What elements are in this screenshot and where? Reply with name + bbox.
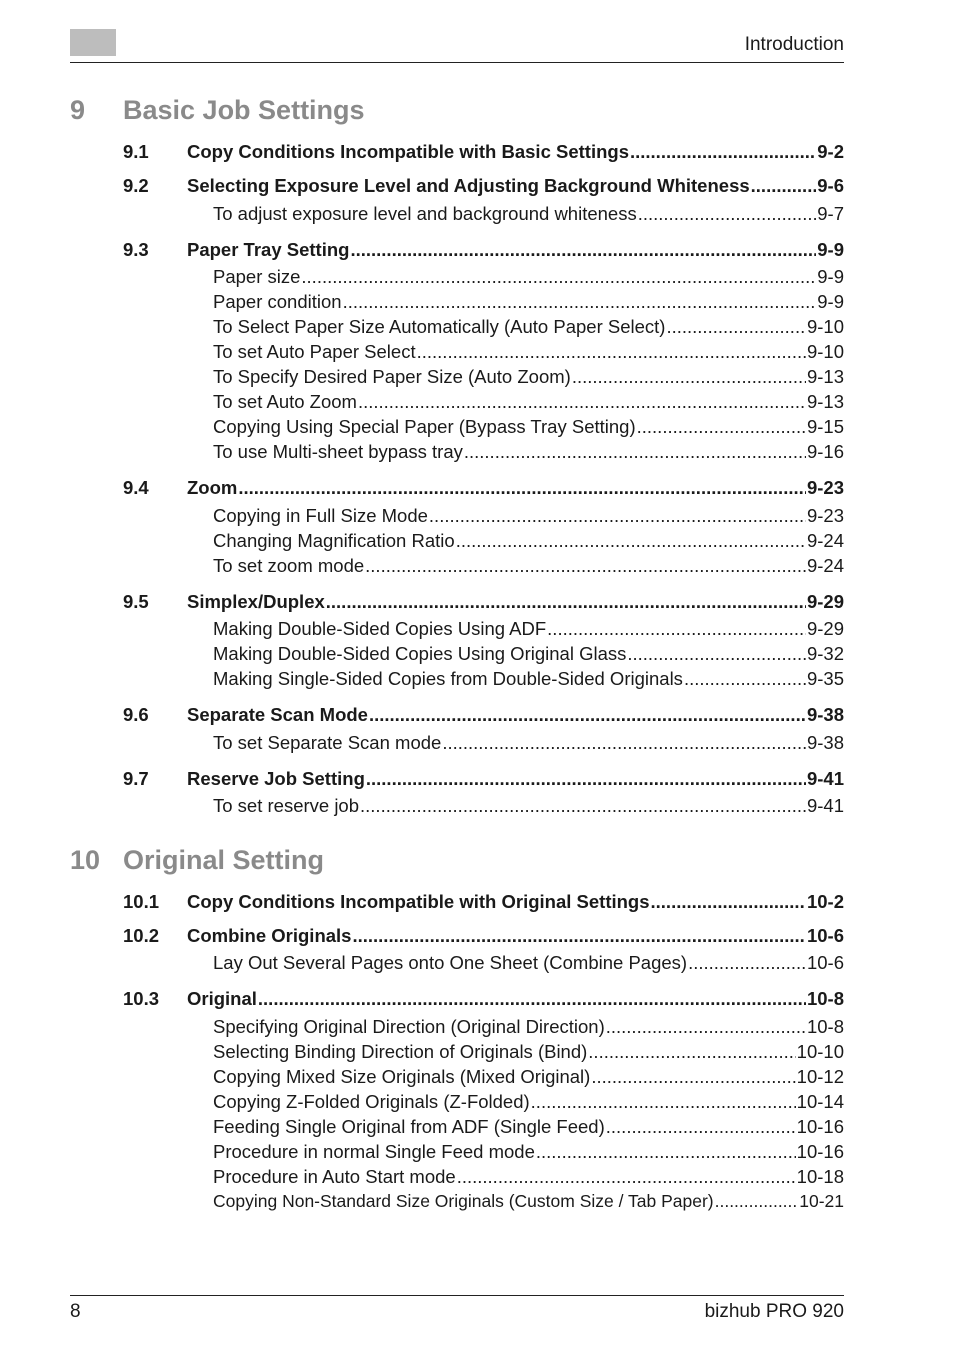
item-title: To use Multi-sheet bypass tray (213, 441, 463, 462)
page-ref: 9-35 (806, 668, 844, 689)
toc-item-entry[interactable] (213, 391, 844, 415)
page-ref: 9-7 (817, 203, 844, 224)
page-ref: 9-24 (806, 555, 844, 576)
section-title: Paper Tray Setting (187, 239, 350, 260)
item-title: Specifying Original Direction (Original Direction) (213, 1016, 605, 1037)
page-ref: 10-18 (796, 1166, 844, 1187)
dot-leader (417, 341, 806, 363)
dot-leader (442, 732, 806, 754)
page-ref: 9-6 (817, 175, 844, 196)
dot-leader (350, 239, 816, 261)
page-ref: 10-6 (806, 952, 844, 973)
item-title: Making Single-Sided Copies from Double-Sided Originals (213, 668, 683, 689)
section-title: Copy Conditions Incompatible with Original Settings (187, 891, 650, 912)
page-ref: 10-8 (806, 988, 844, 1009)
chapter-title: Original Setting (123, 845, 325, 875)
toc-item-entry[interactable] (213, 555, 844, 579)
dot-leader (464, 441, 806, 463)
toc-section-entry[interactable] (187, 925, 844, 949)
footer-rule (70, 1295, 844, 1296)
dot-leader (751, 175, 817, 197)
toc-item-entry[interactable] (213, 366, 844, 390)
footer-page-number: 8 (70, 1301, 81, 1322)
page-ref: 10-2 (806, 891, 844, 912)
dot-leader (326, 591, 806, 613)
item-title: Paper size (213, 266, 301, 287)
dot-leader (365, 555, 806, 577)
toc-item-entry[interactable] (213, 505, 844, 529)
dot-leader (536, 1141, 796, 1163)
item-title: Making Double-Sided Copies Using Original Glass (213, 643, 627, 664)
dot-leader (715, 1191, 799, 1212)
section-number: 10.2 (123, 925, 160, 946)
toc-section-entry[interactable] (187, 175, 844, 199)
page-ref: 9-38 (806, 704, 844, 725)
item-title: To set Auto Paper Select (213, 341, 416, 362)
toc-item-entry[interactable] (213, 266, 844, 290)
page-ref: 9-9 (817, 266, 844, 287)
dot-leader (369, 704, 806, 726)
page-ref: 9-9 (817, 291, 844, 312)
page-ref: 9-10 (806, 341, 844, 362)
page-ref: 9-15 (806, 416, 844, 437)
section-title: Combine Originals (187, 925, 352, 946)
section-title: Zoom (187, 477, 238, 498)
page-ref: 9-29 (806, 591, 844, 612)
toc-item-entry[interactable] (213, 1066, 844, 1090)
dot-leader (591, 1066, 795, 1088)
dot-leader (606, 1116, 796, 1138)
dot-leader (547, 618, 806, 640)
dot-leader (666, 316, 806, 338)
page-ref: 9-38 (806, 732, 844, 753)
dot-leader (352, 925, 806, 947)
section-title: Selecting Exposure Level and Adjusting Background Whiteness (187, 175, 750, 196)
dot-leader (606, 1016, 806, 1038)
section-number: 10.3 (123, 988, 160, 1009)
page-ref: 9-41 (806, 795, 844, 816)
section-title: Separate Scan Mode (187, 704, 368, 725)
dot-leader (651, 891, 806, 913)
page-ref: 9-16 (806, 441, 844, 462)
item-title: To Select Paper Size Automatically (Auto Paper Select) (213, 316, 666, 337)
page-ref: 9-23 (806, 505, 844, 526)
dot-leader (258, 988, 806, 1010)
chapter-number: 10 (70, 845, 101, 875)
chapter-number: 9 (70, 95, 86, 125)
page-ref: 9-9 (817, 239, 844, 260)
dot-leader (627, 643, 806, 665)
toc-section-entry[interactable] (187, 477, 844, 501)
toc-section-entry[interactable] (187, 891, 844, 915)
toc-item-entry[interactable] (213, 416, 844, 440)
toc-section-entry[interactable] (187, 141, 844, 165)
toc-item-entry[interactable] (213, 1116, 844, 1140)
dot-leader (572, 366, 806, 388)
dot-leader (358, 391, 806, 413)
item-title: To set zoom mode (213, 555, 365, 576)
dot-leader (638, 203, 817, 225)
item-title: Paper condition (213, 291, 342, 312)
dot-leader (637, 416, 806, 438)
toc-item-entry[interactable] (213, 1091, 844, 1115)
item-title: To set Auto Zoom (213, 391, 357, 412)
page-ref: 10-14 (796, 1091, 844, 1112)
toc-item-entry[interactable] (213, 1191, 844, 1215)
footer-product-name: bizhub PRO 920 (704, 1301, 844, 1322)
page-ref: 9-2 (817, 141, 844, 162)
dot-leader (531, 1091, 796, 1113)
page-ref: 9-32 (806, 643, 844, 664)
page-ref: 9-24 (806, 530, 844, 551)
dot-leader (456, 530, 806, 552)
dot-leader (630, 141, 816, 163)
item-title: To adjust exposure level and background whiteness (213, 203, 637, 224)
toc-item-entry[interactable] (213, 668, 844, 692)
header-gray-block (70, 29, 116, 56)
item-title: Changing Magnification Ratio (213, 530, 455, 551)
item-title: Lay Out Several Pages onto One Sheet (Combine Pages) (213, 952, 688, 973)
page-ref: 9-41 (806, 768, 844, 789)
section-number: 9.1 (123, 141, 149, 162)
item-title: Procedure in normal Single Feed mode (213, 1141, 535, 1162)
section-number: 10.1 (123, 891, 160, 912)
section-number: 9.2 (123, 175, 149, 196)
page-ref: 10-16 (796, 1141, 844, 1162)
toc-section-entry[interactable] (187, 768, 844, 792)
toc-item-entry[interactable] (213, 441, 844, 465)
toc-item-entry[interactable] (213, 643, 844, 667)
section-title: Simplex/Duplex (187, 591, 325, 612)
toc-item-entry[interactable] (213, 732, 844, 756)
toc-section-entry[interactable] (187, 591, 844, 615)
dot-leader (688, 952, 806, 974)
section-number: 9.5 (123, 591, 149, 612)
dot-leader (301, 266, 816, 288)
page-ref: 10-6 (806, 925, 844, 946)
item-title: Making Double-Sided Copies Using ADF (213, 618, 547, 639)
page-ref: 10-8 (806, 1016, 844, 1037)
header-rule (70, 62, 844, 63)
page-ref: 9-10 (806, 316, 844, 337)
page-ref: 9-29 (806, 618, 844, 639)
toc-item-entry[interactable] (213, 316, 844, 340)
dot-leader (684, 668, 806, 690)
section-title: Original (187, 988, 257, 1009)
toc-item-entry[interactable] (213, 530, 844, 554)
section-title: Reserve Job Setting (187, 768, 365, 789)
toc-item-entry[interactable] (213, 1041, 844, 1065)
toc-item-entry[interactable] (213, 291, 844, 315)
dot-leader (360, 795, 806, 817)
page-ref: 9-13 (806, 391, 844, 412)
item-title: Feeding Single Original from ADF (Single Feed) (213, 1116, 605, 1137)
section-number: 9.6 (123, 704, 149, 725)
page-ref: 10-21 (799, 1191, 844, 1211)
item-title: Copying Mixed Size Originals (Mixed Original) (213, 1066, 591, 1087)
page-ref: 10-12 (796, 1066, 844, 1087)
item-title: Copying Using Special Paper (Bypass Tray Setting) (213, 416, 636, 437)
section-number: 9.3 (123, 239, 149, 260)
toc-item-entry[interactable] (213, 203, 844, 227)
page-ref: 10-10 (796, 1041, 844, 1062)
item-title: Selecting Binding Direction of Originals (Bind) (213, 1041, 588, 1062)
toc-item-entry[interactable] (213, 1141, 844, 1165)
toc-section-entry[interactable] (187, 239, 844, 263)
item-title: Procedure in Auto Start mode (213, 1166, 456, 1187)
dot-leader (588, 1041, 795, 1063)
page-ref: 10-16 (796, 1116, 844, 1137)
dot-leader (343, 291, 817, 313)
toc-section-entry[interactable] (187, 988, 844, 1012)
toc-item-entry[interactable] (213, 341, 844, 365)
dot-leader (366, 768, 806, 790)
toc-item-entry[interactable] (213, 1166, 844, 1190)
item-title: To set Separate Scan mode (213, 732, 442, 753)
section-title: Copy Conditions Incompatible with Basic Settings (187, 141, 629, 162)
toc-item-entry[interactable] (213, 952, 844, 976)
dot-leader (429, 505, 806, 527)
dot-leader (457, 1166, 796, 1188)
item-title: Copying Non-Standard Size Originals (Custom Size / Tab Paper) (213, 1191, 714, 1211)
toc-item-entry[interactable] (213, 618, 844, 642)
item-title: Copying Z-Folded Originals (Z-Folded) (213, 1091, 530, 1112)
page-ref: 9-13 (806, 366, 844, 387)
section-number: 9.4 (123, 477, 149, 498)
dot-leader (238, 477, 806, 499)
toc-item-entry[interactable] (213, 795, 844, 819)
page-ref: 9-23 (806, 477, 844, 498)
toc-item-entry[interactable] (213, 1016, 844, 1040)
toc-section-entry[interactable] (187, 704, 844, 728)
header-title: Introduction (744, 34, 844, 55)
section-number: 9.7 (123, 768, 149, 789)
item-title: To Specify Desired Paper Size (Auto Zoom) (213, 366, 571, 387)
item-title: To set reserve job (213, 795, 360, 816)
chapter-title: Basic Job Settings (123, 95, 365, 125)
item-title: Copying in Full Size Mode (213, 505, 428, 526)
